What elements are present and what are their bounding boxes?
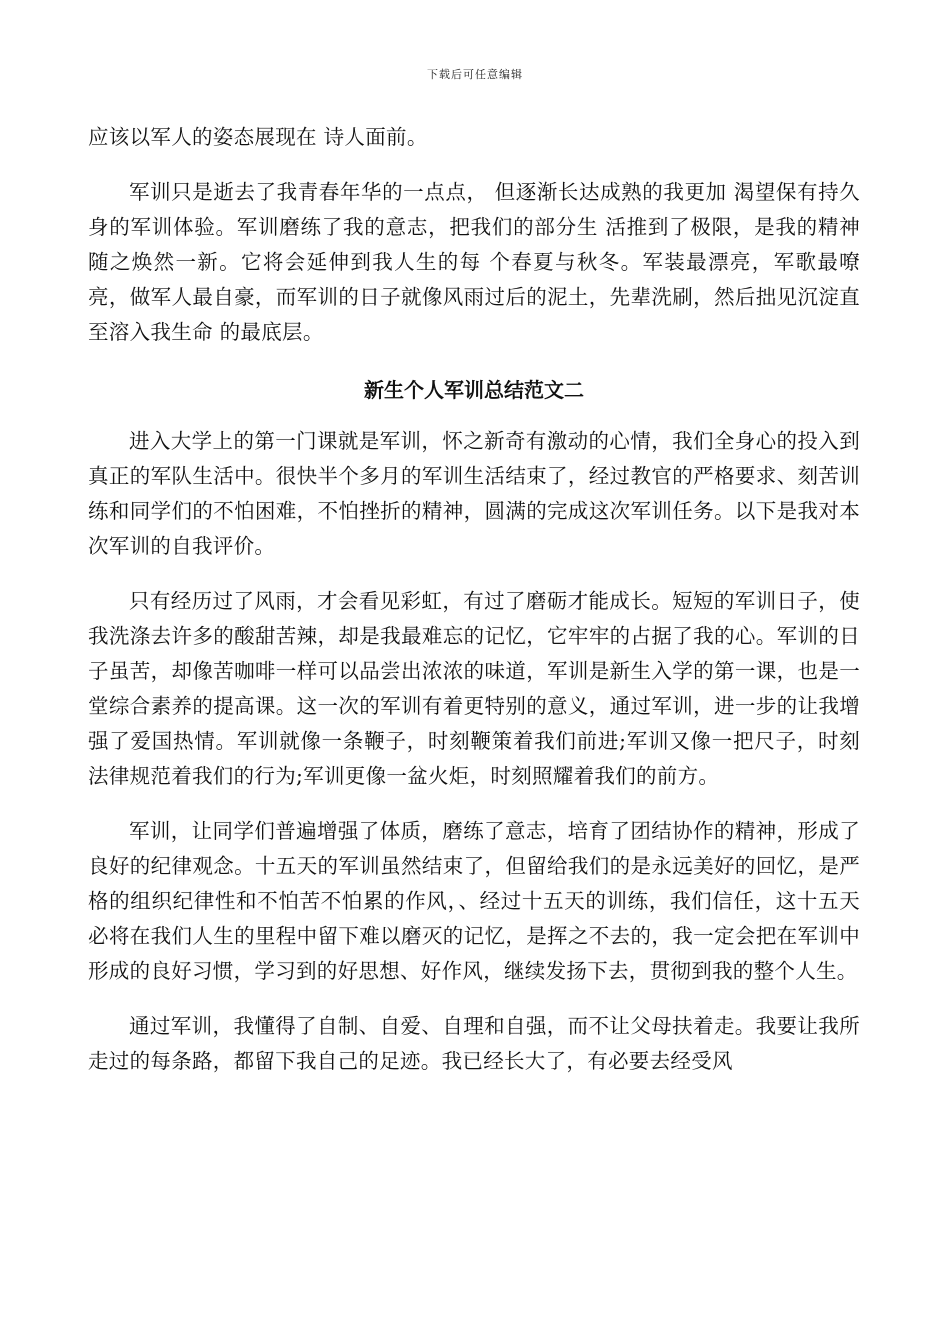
paragraph: 军训只是逝去了我青春年华的一点点， 但逐渐长达成熟的我更加 渴望保有持久身的军训体验。军训磨练了我的意志，把我们的部分生 活推到了极限，是我的精神随之焕然一新。它将会延伸到我人生的每 个春夏与秋冬。军装最漂亮，军歌最嘹亮，做军人最自豪，而军训的日子就像风雨过后的泥土，先辈洗刷，然后拙见沉淀直至溶入我生命 的最底层。 <box>88 180 860 344</box>
paragraph: 进入大学上的第一门课就是军训，怀之新奇有激动的心情，我们全身心的投入到真正的军队生活中。很快半个多月的军训生活结束了，经过教官的严格要求、刻苦训练和同学们的不怕困难，不怕挫折的精神，圆满的完成这次军训任务。以下是我对本次军训的自我评价。 <box>88 429 860 558</box>
paragraph: 只有经历过了风雨，才会看见彩虹，有过了磨砺才能成长。短短的军训日子，使我洗涤去许多的酸甜苦辣，却是我最难忘的记忆，它牢牢的占据了我的心。军训的日子虽苦，却像苦咖啡一样可以品尝出浓浓的味道，军训是新生入学的第一课，也是一堂综合素养的提高课。这一次的军训有着更特别的意义，通过军训，进一步的让我增强了爱国热情。军训就像一条鞭子，时刻鞭策着我们前进;军训又像一把尺子，时刻法律规范着我们的行为;军训更像一盆火炬，时刻照耀着我们的前方。 <box>88 589 860 788</box>
paragraph: 通过军训，我懂得了自制、自爱、自理和自强，而不让父母扶着走。我要让我所走过的每条路，都留下我自己的足迹。我已经长大了，有必要去经受风 <box>88 1014 860 1073</box>
document-body <box>88 120 860 1079</box>
paragraph: 军训，让同学们普遍增强了体质，磨练了意志，培育了团结协作的精神，形成了良好的纪律观念。十五天的军训虽然结束了，但留给我们的是永远美好的回忆，是严格的组织纪律性和不怕苦不怕累的作风，、经过十五天的训练，我们信任，这十五天必将在我们人生的里程中留下难以磨灭的记忆，是挥之不去的，我一定会把在军训中形成的良好习惯，学习到的好思想、好作风，继续发扬下去，贯彻到我的整个人生。 <box>88 819 860 983</box>
section-title: 新生个人军训总结范文二 <box>364 378 584 402</box>
page-header: 下载后可任意编辑 <box>427 68 523 81</box>
paragraph-continuation: 应该以军人的姿态展现在 诗人面前。 <box>88 125 428 149</box>
